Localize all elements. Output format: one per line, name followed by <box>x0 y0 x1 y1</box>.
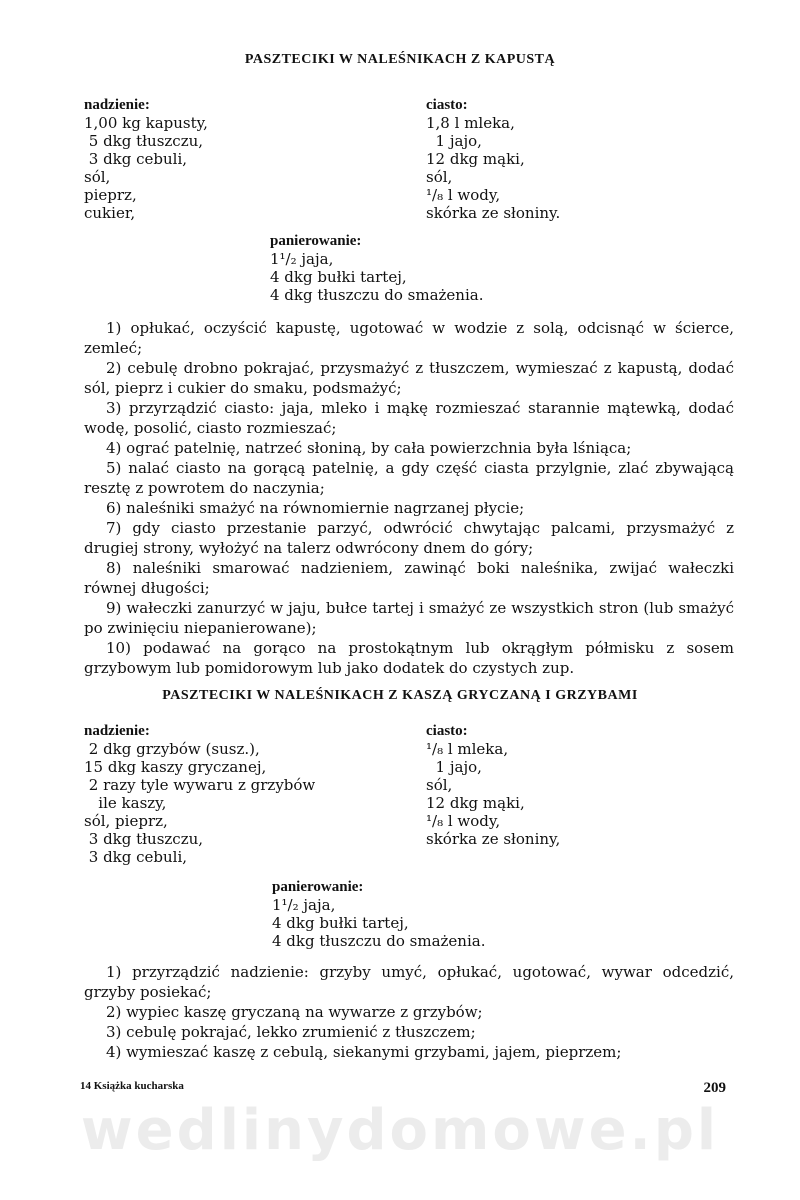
step: 4) ograć patelnię, natrzeć słoniną, by cała powierzchnia była lśniąca; <box>106 439 632 457</box>
recipe1-steps <box>84 318 734 678</box>
recipe2-dough-heading: ciasto: <box>426 723 468 739</box>
step: 10) podawać na gorąco na prostokątnym lub okrągłym półmisku z sosem grzybowym lub pomidorowym lub jako dodatek do czystych zup. <box>84 639 734 677</box>
ingredient: ile kaszy, <box>84 794 167 812</box>
ingredient: cukier, <box>84 204 136 222</box>
ingredient: 3 dkg cebuli, <box>84 848 188 866</box>
ingredient: 4 dkg tłuszczu do smażenia. <box>272 932 486 950</box>
recipe2-steps <box>84 962 734 1062</box>
ingredient: 12 dkg mąki, <box>426 150 525 168</box>
recipe2-dough <box>426 722 560 848</box>
ingredient: 15 dkg kaszy gryczanej, <box>84 758 267 776</box>
step: 3) cebulę pokrajać, lekko zrumienić z tłuszczem; <box>106 1023 476 1041</box>
ingredient: 5 dkg tłuszczu, <box>84 132 204 150</box>
step: 3) przyrządzić ciasto: jaja, mleko i mąkę rozmieszać starannie mątewką, dodać wodę, posolić, ciasto rozmieszać; <box>84 399 734 437</box>
step: 7) gdy ciasto przestanie parzyć, odwrócić chwytając palcami, przysmażyć z drugiej strony, wyłożyć na talerz odwrócony dnem do góry; <box>84 519 734 557</box>
ingredient: ¹/₈ l wody, <box>426 812 501 830</box>
page-number: 209 <box>703 1080 726 1096</box>
step: 9) wałeczki zanurzyć w jaju, bułce tartej i smażyć ze wszystkich stron (lub smażyć po zwinięciu niepanierowane); <box>84 599 734 637</box>
watermark: wedlinydomowe.pl <box>80 1098 720 1163</box>
ingredient: 12 dkg mąki, <box>426 794 525 812</box>
recipe1-filling <box>84 96 208 222</box>
ingredient: skórka ze słoniny, <box>426 830 561 848</box>
ingredient: 1,00 kg kapusty, <box>84 114 208 132</box>
ingredient: skórka ze słoniny. <box>426 204 561 222</box>
ingredient: 2 dkg grzybów (susz.), <box>84 740 260 758</box>
step: 8) naleśniki smarować nadzieniem, zawinąć boki naleśnika, zwijać wałeczki równej długości; <box>84 559 734 597</box>
recipe2-filling <box>84 722 315 866</box>
recipe1-coating-heading: panierowanie: <box>270 233 362 249</box>
ingredient: sól, <box>84 168 111 186</box>
ingredient: 1,8 l mleka, <box>426 114 515 132</box>
step: 5) nalać ciasto na gorącą patelnię, a gdy część ciasta przylgnie, zlać zbywającą resztę z powrotem do naczynia; <box>84 459 734 497</box>
step: 4) wymieszać kaszę z cebulą, siekanymi grzybami, jajem, pieprzem; <box>106 1043 622 1061</box>
recipe1-dough <box>426 96 560 222</box>
ingredient: ¹/₈ l wody, <box>426 186 501 204</box>
ingredient: sól, pieprz, <box>84 812 168 830</box>
recipe1-coating <box>270 232 483 304</box>
ingredient: 2 razy tyle wywaru z grzybów <box>84 776 316 794</box>
recipe1-title: PASZTECIKI W NALEŚNIKACH Z KAPUSTĄ <box>244 52 556 67</box>
step: 6) naleśniki smażyć na równomiernie nagrzanej płycie; <box>106 499 525 517</box>
ingredient: 3 dkg tłuszczu, <box>84 830 204 848</box>
recipe1-dough-heading: ciasto: <box>426 97 468 113</box>
ingredient: 4 dkg bułki tartej, <box>270 268 407 286</box>
ingredient: 4 dkg bułki tartej, <box>272 914 409 932</box>
ingredient: sól, <box>426 168 453 186</box>
ingredient: 1 jajo, <box>426 758 482 776</box>
step: 1) opłukać, oczyścić kapustę, ugotować w wodzie z solą, odcisnąć w ścierce, zemleć; <box>84 319 734 357</box>
step: 2) cebulę drobno pokrajać, przysmażyć z tłuszczem, wymieszać z kapustą, dodać sól, pieprz i cukier do smaku, podsmażyć; <box>84 359 734 397</box>
recipe2-title: PASZTECIKI W NALEŚNIKACH Z KASZĄ GRYCZANĄ I GRZYBAMI <box>162 688 638 703</box>
ingredient: 1¹/₂ jaja, <box>272 896 336 914</box>
step: 1) przyrządzić nadzienie: grzyby umyć, opłukać, ugotować, wywar odcedzić, grzyby posiekać; <box>84 963 734 1001</box>
ingredient: 4 dkg tłuszczu do smażenia. <box>270 286 484 304</box>
ingredient: 1¹/₂ jaja, <box>270 250 334 268</box>
ingredient: pieprz, <box>84 186 137 204</box>
ingredient: 3 dkg cebuli, <box>84 150 188 168</box>
ingredient: ¹/₈ l mleka, <box>426 740 509 758</box>
ingredient: 1 jajo, <box>426 132 482 150</box>
recipe2-coating <box>272 878 485 950</box>
printer-signature: 14 Książka kucharska <box>80 1080 184 1092</box>
step: 2) wypiec kaszę gryczaną na wywarze z grzybów; <box>106 1003 483 1021</box>
recipe2-coating-heading: panierowanie: <box>272 879 364 895</box>
recipe2-filling-heading: nadzienie: <box>84 723 150 739</box>
recipe1-filling-heading: nadzienie: <box>84 97 150 113</box>
ingredient: sól, <box>426 776 453 794</box>
